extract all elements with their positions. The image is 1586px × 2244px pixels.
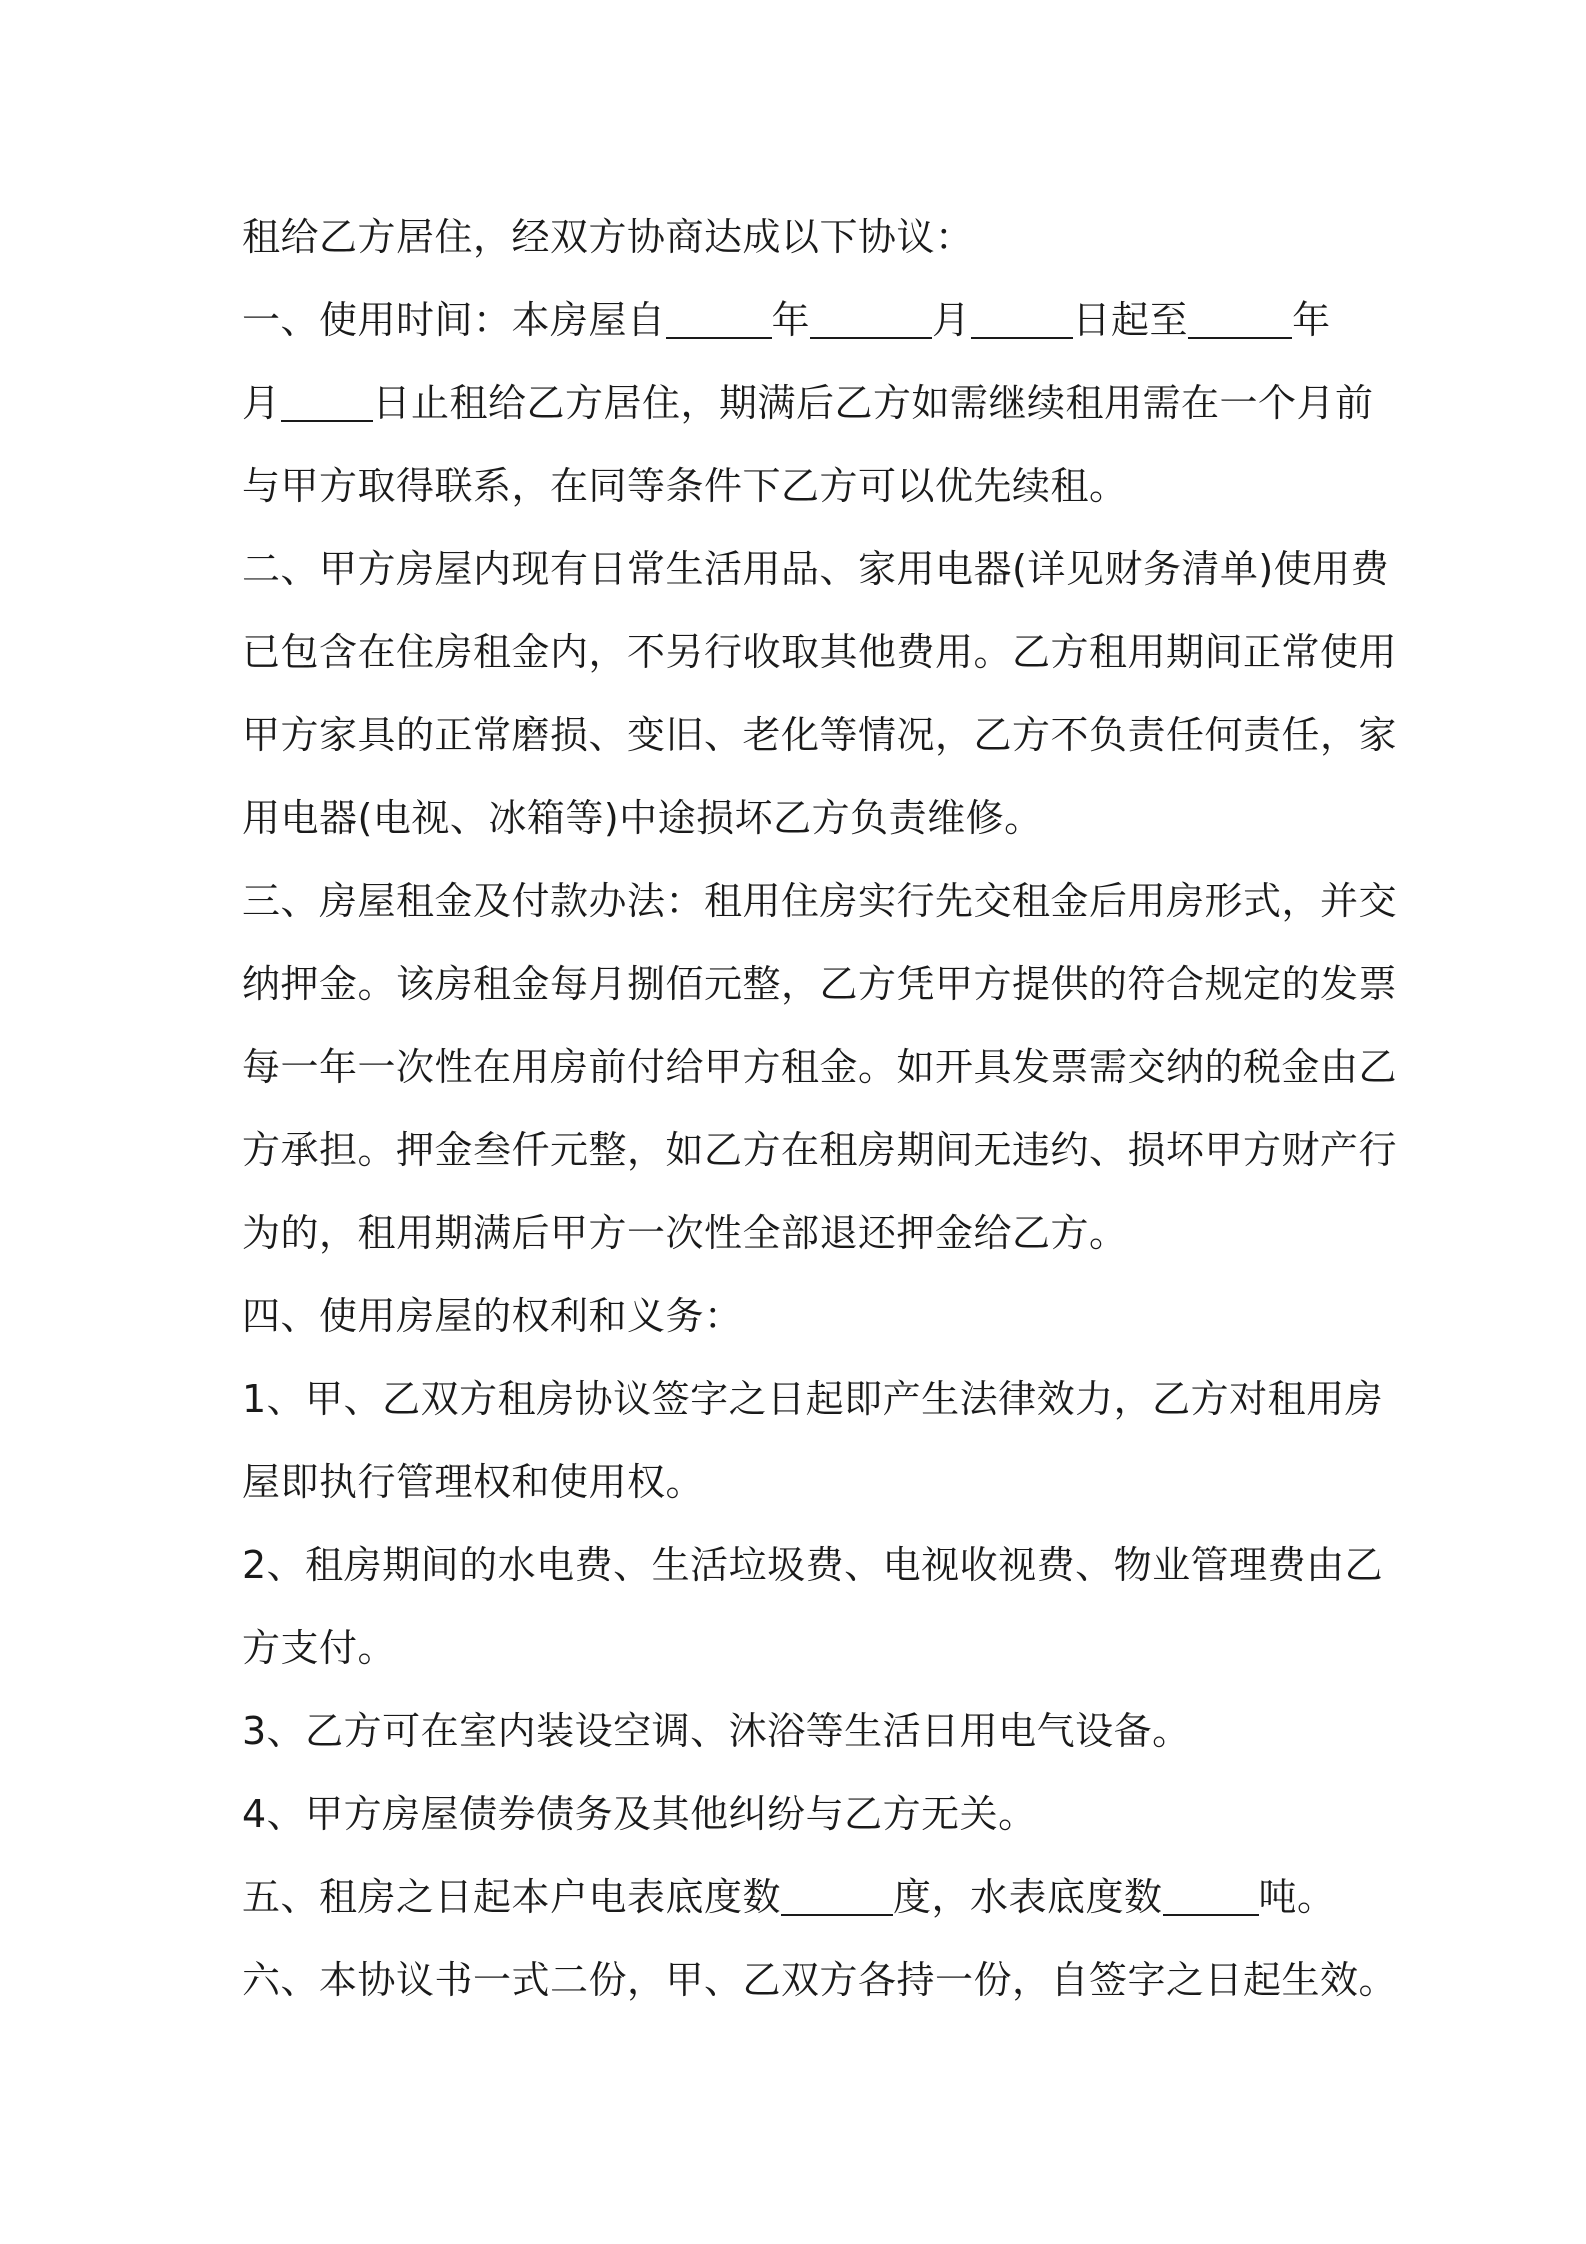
text-line	[242, 528, 1390, 611]
line-text: 五、租房之日起本户电表底度数	[242, 1875, 782, 1919]
blank-start-year	[666, 293, 772, 339]
line-text: 3、乙方可在室内装设空调、沐浴等生活日用电气设备。	[242, 1709, 1191, 1753]
line-text: 六、本协议书一式二份，甲、乙双方各持一份，自签字之日起生效。	[242, 1958, 1398, 2002]
line-text: 月	[932, 298, 971, 342]
line-text: 方承担。押金叁仟元整，如乙方在租房期间无违约、损坏甲方财产行	[242, 1128, 1398, 1172]
text-line	[242, 1690, 1362, 1773]
line-text: 1、甲、乙双方租房协议签字之日起即产生法律效力，乙方对租用房	[242, 1377, 1384, 1421]
blank-electric-meter	[781, 1870, 893, 1916]
text-line	[242, 1109, 1398, 1192]
text-line	[242, 196, 1362, 279]
line-text: 每一年一次性在用房前付给甲方租金。如开具发票需交纳的税金由乙	[242, 1045, 1398, 1089]
line-text: 一、使用时间：本房屋自	[242, 298, 666, 342]
text-line	[242, 1026, 1398, 1109]
text-line	[242, 1358, 1384, 1441]
line-text: 吨。	[1258, 1875, 1336, 1919]
text-line	[242, 694, 1398, 777]
text-line	[242, 611, 1398, 694]
line-text: 4、甲方房屋债券债务及其他纠纷与乙方无关。	[242, 1792, 1037, 1836]
agreement-body	[242, 196, 1398, 2022]
line-text: 二、甲方房屋内现有日常生活用品、家用电器(详见财务清单)使用费	[242, 547, 1390, 591]
line-text: 为的，租用期满后甲方一次性全部退还押金给乙方。	[242, 1211, 1128, 1255]
text-line	[242, 1773, 1362, 1856]
line-text: 日止租给乙方居住，期满后乙方如需继续租用需在一个月前	[372, 381, 1374, 425]
blank-end-day	[281, 376, 373, 422]
line-text: 度，水表底度数	[893, 1875, 1163, 1919]
text-line	[242, 1607, 1362, 1690]
line-text: 2、租房期间的水电费、生活垃圾费、电视收视费、物业管理费由乙	[242, 1543, 1384, 1587]
line-text: 已包含在住房租金内，不另行收取其他费用。乙方租用期间正常使用	[242, 630, 1398, 674]
text-line-meter-readings	[242, 1856, 1362, 1939]
text-line	[242, 943, 1398, 1026]
text-line	[242, 1524, 1384, 1607]
line-text: 与甲方取得联系，在同等条件下乙方可以优先续租。	[242, 464, 1128, 508]
text-line	[242, 1192, 1362, 1275]
line-text: 屋即执行管理权和使用权。	[242, 1460, 705, 1504]
text-line	[242, 1441, 1362, 1524]
blank-end-year	[1188, 293, 1292, 339]
line-text: 甲方家具的正常磨损、变旧、老化等情况，乙方不负责任何责任，家	[242, 713, 1398, 757]
line-text: 日起至	[1072, 298, 1189, 342]
blank-start-day	[971, 293, 1073, 339]
line-text: 年	[771, 298, 811, 342]
text-line	[242, 860, 1398, 943]
line-text: 方支付。	[242, 1626, 397, 1670]
line-text: 年	[1292, 298, 1331, 342]
line-text: 四、使用房屋的权利和义务：	[242, 1294, 743, 1338]
text-line-usage-period	[242, 279, 1362, 362]
line-text: 三、房屋租金及付款办法：租用住房实行先交租金后用房形式，并交	[242, 879, 1398, 923]
text-line-usage-period-end	[242, 362, 1374, 445]
line-text: 租给乙方居住，经双方协商达成以下协议：	[242, 215, 974, 259]
line-text: 月	[242, 381, 281, 425]
blank-water-meter	[1163, 1870, 1259, 1916]
line-text: 用电器(电视、冰箱等)中途损坏乙方负责维修。	[242, 796, 1043, 840]
text-line	[242, 1275, 1362, 1358]
text-line	[242, 777, 1362, 860]
blank-start-month	[810, 293, 932, 339]
text-line	[242, 1939, 1398, 2022]
line-text: 纳押金。该房租金每月捌佰元整，乙方凭甲方提供的符合规定的发票	[242, 962, 1398, 1006]
text-line	[242, 445, 1362, 528]
